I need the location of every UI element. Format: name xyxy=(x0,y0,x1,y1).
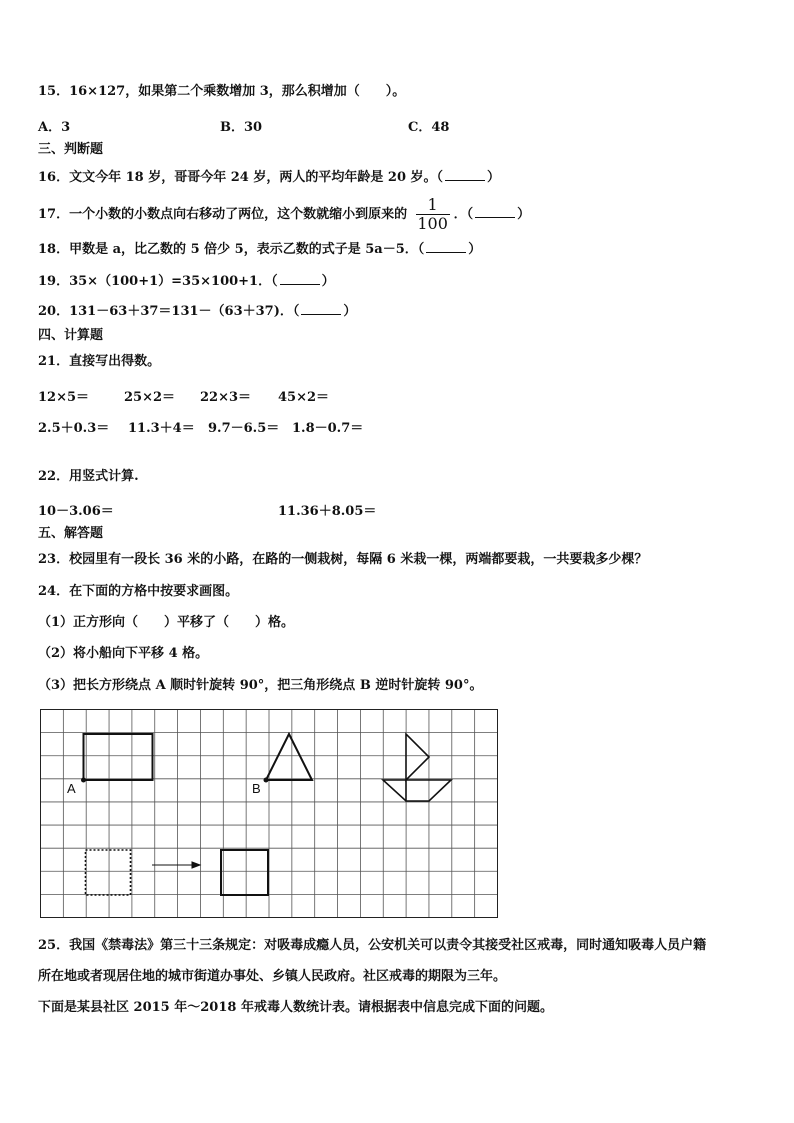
section-heading-solve: 五、解答题 xyxy=(38,526,104,541)
answer-blank[interactable] xyxy=(301,302,341,315)
q21-item: 12×5＝ xyxy=(38,390,90,405)
q20-close: ） xyxy=(343,304,357,319)
q16-stem: 16．文文今年 18 岁，哥哥今年 24 岁，两人的平均年龄是 20 岁。（ xyxy=(38,170,444,185)
point-a xyxy=(81,778,86,783)
q24-sub3: （3）把长方形绕点 A 顺时针旋转 90°，把三角形绕点 B 逆时针旋转 90°。 xyxy=(38,678,483,693)
q21-stem: 21．直接写出得数。 xyxy=(38,354,161,369)
q22-item: 10－3.06＝ xyxy=(38,504,114,519)
q15-option-a: A．3 xyxy=(38,120,71,135)
answer-blank[interactable] xyxy=(280,272,320,285)
q23-stem: 23．校园里有一段长 36 米的小路，在路的一侧栽树，每隔 6 米栽一棵，两端都要栽，一共要栽多少棵？ xyxy=(38,552,648,567)
triangle-shape xyxy=(266,734,312,780)
q21-item: 9.7－6.5＝ xyxy=(208,421,280,436)
grid-figure xyxy=(40,709,500,921)
q15-option-c: C．48 xyxy=(408,120,450,135)
answer-blank[interactable] xyxy=(426,240,466,253)
q24-sub1: （1）正方形向（ ）平移了（ ）格。 xyxy=(38,615,295,630)
q17-tail: ．（ xyxy=(453,207,474,222)
q20-line xyxy=(38,302,356,320)
q19-line xyxy=(38,272,335,290)
q18-line xyxy=(38,240,481,258)
q20-stem: 20．131－63＋37＝131－（63＋37)．（ xyxy=(38,304,300,319)
q17-stem: 17．一个小数的小数点向右移动了两位，这个数就缩小到原来的 xyxy=(38,207,408,222)
q21-item: 22×3＝ xyxy=(200,390,252,405)
answer-blank[interactable] xyxy=(475,205,515,218)
q21-item: 25×2＝ xyxy=(124,390,176,405)
q25-line1: 25．我国《禁毒法》第三十三条规定：对吸毒成瘾人员，公安机关可以责令其接受社区戒毒，同时通知吸毒人员户籍 xyxy=(38,938,707,953)
section-heading-judgement: 三、判断题 xyxy=(38,142,104,157)
fraction xyxy=(416,196,450,233)
point-a-label: A xyxy=(67,781,76,796)
q17-close: ） xyxy=(517,207,531,222)
q21-item: 11.3＋4＝ xyxy=(128,421,195,436)
q25-line3: 下面是某县社区 2015 年～2018 年戒毒人数统计表。请根据表中信息完成下面的问题。 xyxy=(38,1000,553,1015)
q24-sub2: （2）将小船向下平移 4 格。 xyxy=(38,646,209,661)
q19-close: ） xyxy=(321,274,335,289)
point-b-label: B xyxy=(252,781,261,796)
q22-item: 11.36＋8.05＝ xyxy=(278,504,377,519)
q17-line xyxy=(38,196,530,233)
q18-stem: 18．甲数是 a，比乙数的 5 倍少 5，表示乙数的式子是 5a－5．（ xyxy=(38,242,425,257)
rectangle-shape xyxy=(84,734,153,780)
square-shape xyxy=(221,850,268,895)
section-heading-calculation: 四、计算题 xyxy=(38,328,104,343)
boat-shape xyxy=(383,734,451,801)
q21-item: 1.8－0.7＝ xyxy=(292,421,364,436)
q15-stem: 15．16×127，如果第二个乘数增加 3，那么积增加（ ）。 xyxy=(38,84,406,99)
q25-line2: 所在地或者现居住地的城市街道办事处、乡镇人民政府。社区戒毒的期限为三年。 xyxy=(38,969,507,984)
fraction-denominator: 100 xyxy=(417,214,448,233)
q21-item: 45×2＝ xyxy=(278,390,330,405)
q16-close: ） xyxy=(487,170,501,185)
point-b xyxy=(264,778,269,783)
arrow-icon xyxy=(152,862,200,868)
q21-item: 2.5＋0.3＝ xyxy=(38,421,110,436)
q19-stem: 19．35×（100+1）=35×100+1．（ xyxy=(38,274,278,289)
q15-option-b: B．30 xyxy=(220,120,263,135)
q24-stem: 24．在下面的方格中按要求画图。 xyxy=(38,584,239,599)
answer-blank[interactable] xyxy=(445,168,485,181)
dotted-square-shape xyxy=(86,850,131,895)
fraction-numerator: 1 xyxy=(427,195,438,214)
q22-stem: 22．用竖式计算. xyxy=(38,469,139,484)
q18-close: ） xyxy=(468,242,482,257)
q16-line xyxy=(38,168,500,186)
